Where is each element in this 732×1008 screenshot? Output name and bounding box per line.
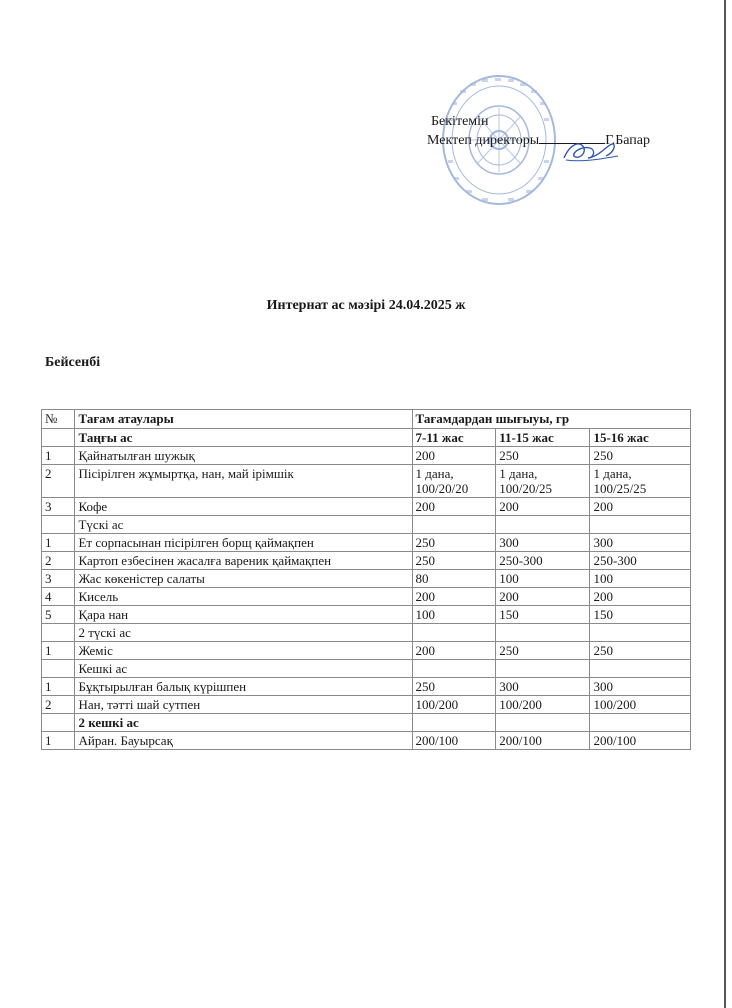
director-label: Мектеп директоры (427, 133, 540, 148)
dish-name: Ет сорпасынан пісірілген борщ қаймақпен (75, 534, 412, 552)
empty-cell (590, 516, 691, 534)
portion-7-11: 200 (412, 447, 496, 465)
dish-name: Қара нан (75, 606, 412, 624)
portion-15-16: 300 (590, 534, 691, 552)
row-number: 2 (42, 696, 75, 714)
portion-7-11: 100/200 (412, 696, 496, 714)
section-title: 2 кешкі ас (75, 714, 412, 732)
header-output: Тағамдардан шығыуы, гр (412, 410, 690, 429)
dish-name: Жеміс (75, 642, 412, 660)
dish-name: Бұқтырылған балық күрішпен (75, 678, 412, 696)
empty-cell (496, 516, 590, 534)
empty-cell (590, 660, 691, 678)
table-header-row (42, 410, 691, 429)
table-row (42, 606, 691, 624)
row-number: 1 (42, 534, 75, 552)
portion-7-11: 1 дана, 100/20/20 (412, 465, 496, 498)
dish-name: Пісірілген жұмыртқа, нан, май ірімшік (75, 465, 412, 498)
dish-name: Айран. Бауырсақ (75, 732, 412, 750)
portion-11-15: 200 (496, 498, 590, 516)
table-row (42, 534, 691, 552)
empty-cell (496, 624, 590, 642)
row-number: 3 (42, 498, 75, 516)
portion-7-11: 200 (412, 642, 496, 660)
weekday-label: Бейсенбі (45, 355, 101, 370)
dish-name: Кофе (75, 498, 412, 516)
row-number: 1 (42, 447, 75, 465)
dish-name: Нан, тәтті шай сутпен (75, 696, 412, 714)
portion-11-15: 150 (496, 606, 590, 624)
dish-name: Жас көкеністер салаты (75, 570, 412, 588)
section-title: Түскі ас (75, 516, 412, 534)
dish-name: Қайнатылған шужық (75, 447, 412, 465)
table-row (42, 570, 691, 588)
portion-15-16: 200 (590, 588, 691, 606)
portion-15-16: 250 (590, 447, 691, 465)
empty-cell (412, 624, 496, 642)
section-no-cell (42, 660, 75, 678)
portion-11-15: 300 (496, 534, 590, 552)
section-row (42, 429, 691, 447)
section-row (42, 516, 691, 534)
portion-15-16: 250-300 (590, 552, 691, 570)
portion-15-16: 1 дана, 100/25/25 (590, 465, 691, 498)
section-title: Кешкі ас (75, 660, 412, 678)
section-no-cell (42, 624, 75, 642)
portion-11-15: 200/100 (496, 732, 590, 750)
row-number: 3 (42, 570, 75, 588)
row-number: 5 (42, 606, 75, 624)
portion-7-11: 250 (412, 678, 496, 696)
director-name: Г.Бапар (605, 133, 651, 148)
row-number: 2 (42, 552, 75, 570)
portion-15-16: 100 (590, 570, 691, 588)
row-number: 1 (42, 678, 75, 696)
table-row (42, 498, 691, 516)
header-no: № (42, 410, 75, 429)
table-row (42, 678, 691, 696)
section-row (42, 660, 691, 678)
director-signature (560, 138, 620, 166)
portion-7-11: 200 (412, 588, 496, 606)
empty-cell (590, 714, 691, 732)
age-group-header: 11-15 жас (496, 429, 590, 447)
portion-15-16: 100/200 (590, 696, 691, 714)
empty-cell (412, 516, 496, 534)
portion-11-15: 250-300 (496, 552, 590, 570)
empty-cell (496, 714, 590, 732)
table-row (42, 447, 691, 465)
portion-11-15: 100/200 (496, 696, 590, 714)
empty-cell (590, 624, 691, 642)
table-row (42, 465, 691, 498)
portion-11-15: 100 (496, 570, 590, 588)
portion-7-11: 250 (412, 552, 496, 570)
portion-11-15: 200 (496, 588, 590, 606)
table-row (42, 696, 691, 714)
empty-cell (412, 660, 496, 678)
section-no-cell (42, 714, 75, 732)
portion-11-15: 250 (496, 642, 590, 660)
portion-7-11: 80 (412, 570, 496, 588)
dish-name: Кисель (75, 588, 412, 606)
section-title: 2 түскі ас (75, 624, 412, 642)
portion-15-16: 150 (590, 606, 691, 624)
section-row (42, 714, 691, 732)
menu-table (41, 409, 691, 750)
portion-7-11: 200 (412, 498, 496, 516)
section-no-cell (42, 516, 75, 534)
row-number: 4 (42, 588, 75, 606)
portion-15-16: 200/100 (590, 732, 691, 750)
empty-cell (412, 714, 496, 732)
row-number: 1 (42, 732, 75, 750)
portion-11-15: 300 (496, 678, 590, 696)
table-row (42, 552, 691, 570)
age-group-header: 7-11 жас (412, 429, 496, 447)
table-row (42, 588, 691, 606)
portion-11-15: 1 дана, 100/20/25 (496, 465, 590, 498)
age-group-header: 15-16 жас (590, 429, 691, 447)
portion-7-11: 250 (412, 534, 496, 552)
scan-edge-line (724, 0, 726, 1008)
approve-label: Бекітемін (431, 114, 489, 129)
portion-7-11: 200/100 (412, 732, 496, 750)
portion-7-11: 100 (412, 606, 496, 624)
section-row (42, 624, 691, 642)
portion-11-15: 250 (496, 447, 590, 465)
dish-name: Картоп езбесінен жасалға вареник қаймақпен (75, 552, 412, 570)
portion-15-16: 200 (590, 498, 691, 516)
table-row (42, 732, 691, 750)
portion-15-16: 250 (590, 642, 691, 660)
section-title: Таңғы ас (75, 429, 412, 447)
row-number: 2 (42, 465, 75, 498)
section-no-cell (42, 429, 75, 447)
document-title: Интернат ас мәзірі 24.04.2025 ж (266, 298, 466, 313)
portion-15-16: 300 (590, 678, 691, 696)
row-number: 1 (42, 642, 75, 660)
header-name: Тағам атаулары (75, 410, 412, 429)
table-row (42, 642, 691, 660)
empty-cell (496, 660, 590, 678)
